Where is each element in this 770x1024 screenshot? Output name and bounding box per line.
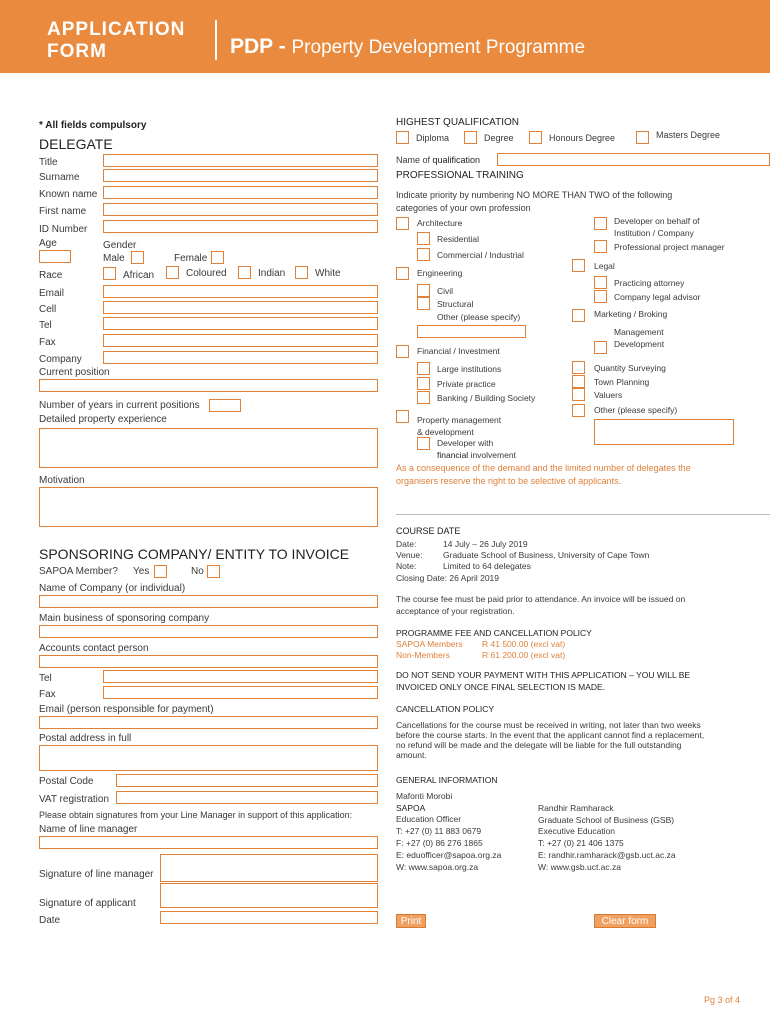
contact2-tel: T: +27 (0) 21 406 1375 — [538, 838, 624, 848]
commercial-label: Commercial / Industrial — [437, 250, 524, 260]
indian-checkbox[interactable] — [238, 266, 251, 279]
legal-label: Legal — [594, 261, 615, 271]
known-name-label: Known name — [39, 189, 98, 200]
first-name-label: First name — [39, 206, 87, 217]
honours-checkbox[interactable] — [529, 131, 542, 144]
commercial-checkbox[interactable] — [417, 248, 430, 261]
fee-note-line1: The course fee must be paid prior to attendance. An invoice will be issued on — [396, 594, 686, 604]
marketing-label: Marketing / Broking — [594, 309, 668, 319]
postal-address-field[interactable] — [39, 745, 378, 771]
financial-checkbox[interactable] — [396, 345, 409, 358]
eng-other-label: Other (please specify) — [437, 312, 521, 322]
african-label: African — [123, 270, 155, 281]
cancel-policy-heading: CANCELLATION POLICY — [396, 704, 495, 714]
email-label: Email — [39, 288, 65, 299]
masters-label: Masters Degree — [656, 130, 721, 140]
diploma-checkbox[interactable] — [396, 131, 409, 144]
email-field[interactable] — [103, 285, 378, 298]
contact1-email: E: eduofficer@sapoa.org.za — [396, 850, 502, 860]
clear-form-button[interactable]: Clear form — [594, 914, 656, 928]
valuers-label: Valuers — [594, 390, 623, 400]
civil-label: Civil — [437, 286, 454, 296]
valuers-checkbox[interactable] — [572, 388, 585, 401]
prof-training-heading: PROFESSIONAL TRAINING — [396, 170, 524, 181]
tel-field[interactable] — [103, 317, 378, 330]
print-button[interactable]: Print — [396, 914, 426, 928]
company-legal-label: Company legal advisor — [614, 292, 701, 302]
company-name-field[interactable] — [39, 595, 378, 608]
qualification-field[interactable] — [497, 153, 770, 166]
note-value: Limited to 64 delegates — [443, 561, 531, 571]
male-checkbox[interactable] — [131, 251, 144, 264]
sponsor-fax-label: Fax — [39, 689, 56, 700]
consequence-line1: As a consequence of the demand and the limited number of delegates the — [396, 463, 691, 473]
contact1-org: SAPOA — [396, 803, 426, 813]
motivation-field[interactable] — [39, 487, 378, 527]
header-banner — [0, 0, 770, 73]
years-field[interactable] — [209, 399, 241, 412]
residential-label: Residential — [437, 234, 480, 244]
masters-checkbox[interactable] — [636, 131, 649, 144]
white-checkbox[interactable] — [295, 266, 308, 279]
sapoa-no-checkbox[interactable] — [207, 565, 220, 578]
banking-checkbox[interactable] — [417, 391, 430, 404]
postal-code-label: Postal Code — [39, 776, 94, 787]
honours-label: Honours Degree — [549, 133, 616, 143]
female-checkbox[interactable] — [211, 251, 224, 264]
practicing-label: Practicing attorney — [614, 278, 685, 288]
cancel-line2: before the course starts. In the event that the applicant cannot find a replacement, — [396, 730, 705, 740]
years-label: Number of years in current positions — [39, 400, 200, 411]
motivation-label: Motivation — [39, 475, 85, 486]
priority-line2: categories of your own profession — [396, 203, 531, 213]
current-position-field[interactable] — [39, 379, 378, 392]
sponsor-tel-label: Tel — [39, 673, 52, 684]
contact1-role: Education Officer — [396, 814, 462, 824]
contact2-web: W: www.gsb.uct.ac.za — [538, 862, 621, 872]
dev-with-checkbox[interactable] — [417, 437, 430, 450]
engineering-checkbox[interactable] — [396, 267, 409, 280]
coloured-label: Coloured — [186, 268, 227, 279]
marketing-checkbox[interactable] — [572, 309, 585, 322]
vat-label: VAT registration — [39, 794, 110, 805]
sponsor-fax-field[interactable] — [103, 686, 378, 699]
sapoa-members-label: SAPOA Members — [396, 639, 463, 649]
legal-checkbox[interactable] — [572, 259, 585, 272]
main-business-label: Main business of sponsoring company — [39, 613, 210, 624]
architecture-checkbox[interactable] — [396, 217, 409, 230]
signatures-note: Please obtain signatures from your Line Manager in support of this application: — [39, 810, 353, 820]
email-payment-field[interactable] — [39, 716, 378, 729]
compulsory-note: * All fields compulsory — [39, 120, 147, 131]
venue-key: Venue: — [396, 550, 423, 560]
civil-checkbox[interactable] — [417, 284, 430, 297]
divider — [396, 514, 770, 515]
contact2-role: Executive Education — [538, 826, 616, 836]
structural-checkbox[interactable] — [417, 297, 430, 310]
white-label: White — [315, 268, 341, 279]
no-send-line2: INVOICED ONLY ONCE FINAL SELECTION IS MADE. — [396, 682, 606, 692]
yes-label: Yes — [133, 566, 150, 577]
surname-field[interactable] — [103, 169, 378, 182]
cancel-line3: no refund will be made and the delegate will be liable for the full outstanding — [396, 740, 682, 750]
large-inst-checkbox[interactable] — [417, 362, 430, 375]
prof-pm-label: Professional project manager — [614, 242, 725, 252]
no-send-line1: DO NOT SEND YOUR PAYMENT WITH THIS APPLICATION – YOU WILL BE — [396, 670, 691, 680]
contact1-tel: T: +27 (0) 11 883 0679 — [396, 826, 482, 836]
residential-checkbox[interactable] — [417, 232, 430, 245]
company-name-label: Name of Company (or individual) — [39, 583, 186, 594]
sponsor-tel-field[interactable] — [103, 670, 378, 683]
eng-other-field[interactable] — [417, 325, 526, 338]
sponsor-heading: SPONSORING COMPANY/ ENTITY TO INVOICE — [39, 546, 350, 562]
current-position-label: Current position — [39, 367, 110, 378]
engineering-label: Engineering — [417, 268, 463, 278]
line-manager-sig-label: Signature of line manager — [39, 869, 154, 880]
contact1-fax: F: +27 (0) 86 276 1865 — [396, 838, 483, 848]
banking-label: Banking / Building Society — [437, 393, 536, 403]
private-practice-checkbox[interactable] — [417, 377, 430, 390]
dev-with-label1: Developer with — [437, 438, 494, 448]
form-title: APPLICATION FORM — [47, 19, 186, 62]
degree-checkbox[interactable] — [464, 131, 477, 144]
known-name-field[interactable] — [103, 186, 378, 199]
gender-label: Gender — [103, 240, 137, 251]
other2-field[interactable] — [594, 419, 734, 445]
consequence-line2: organisers reserve the right to be selective of applicants. — [396, 476, 622, 486]
date-key: Date: — [396, 539, 417, 549]
prop-mgmt-label2: & development — [417, 427, 474, 437]
surname-label: Surname — [39, 172, 80, 183]
age-field[interactable] — [39, 250, 71, 263]
dev-with-label2: financial involvement — [437, 450, 516, 460]
coloured-checkbox[interactable] — [166, 266, 179, 279]
sapoa-fee: R 41 500.00 (excl vat) — [482, 639, 566, 649]
contact1-web: W: www.sapoa.org.za — [396, 862, 479, 872]
sapoa-member-label: SAPOA Member? — [39, 566, 118, 577]
cell-label: Cell — [39, 304, 57, 315]
fee-note-line2: acceptance of your registration. — [396, 606, 515, 616]
qualification-label: Name of qualification — [396, 155, 481, 165]
general-info-heading: GENERAL INFORMATION — [396, 775, 498, 785]
priority-line1: Indicate priority by numbering NO MORE THAN TWO of the following — [396, 190, 673, 200]
cancel-line4: amount. — [396, 750, 427, 760]
highest-qual-heading: HIGHEST QUALIFICATION — [396, 117, 519, 128]
venue-value: Graduate School of Business, University of Cape Town — [443, 550, 650, 560]
architecture-label: Architecture — [417, 218, 463, 228]
company-label: Company — [39, 354, 82, 365]
dev-behalf-label2: Institution / Company — [614, 228, 694, 238]
prof-pm-checkbox[interactable] — [594, 240, 607, 253]
prop-mgmt-label1: Property management — [417, 415, 502, 425]
page-number: Pg 3 of 4 — [704, 995, 741, 1005]
non-members-fee: R 61 200.00 (excl vat) — [482, 650, 566, 660]
email-payment-label: Email (person responsible for payment) — [39, 704, 214, 715]
male-label: Male — [103, 253, 125, 264]
contact2-email: E: randhir.ramharack@gsb.uct.ac.za — [538, 850, 676, 860]
header-divider — [215, 20, 217, 60]
fax-field[interactable] — [103, 334, 378, 347]
id-number-field[interactable] — [103, 220, 378, 233]
degree-label: Degree — [484, 133, 514, 143]
female-label: Female — [174, 253, 208, 264]
practicing-checkbox[interactable] — [594, 276, 607, 289]
id-number-label: ID Number — [39, 224, 88, 235]
postal-code-field[interactable] — [116, 774, 378, 787]
other2-checkbox[interactable] — [572, 404, 585, 417]
date-label: Date — [39, 915, 61, 926]
delegate-heading: DELEGATE — [39, 136, 113, 152]
vat-field[interactable] — [116, 791, 378, 804]
structural-label: Structural — [437, 299, 474, 309]
contact2-org: Graduate School of Business (GSB) — [538, 815, 675, 825]
mgmt-dev-label2: Development — [614, 339, 665, 349]
applicant-sig-label: Signature of applicant — [39, 898, 136, 909]
prop-mgmt-checkbox[interactable] — [396, 410, 409, 423]
qs-checkbox[interactable] — [572, 361, 585, 374]
experience-field[interactable] — [39, 428, 378, 468]
experience-label: Detailed property experience — [39, 414, 167, 425]
line-manager-name-field[interactable] — [39, 836, 378, 849]
date-field[interactable] — [160, 911, 378, 924]
accounts-contact-label: Accounts contact person — [39, 643, 149, 654]
applicant-sig-field[interactable] — [160, 883, 378, 908]
african-checkbox[interactable] — [103, 267, 116, 280]
fee-policy-heading: PROGRAMME FEE AND CANCELLATION POLICY — [396, 628, 592, 638]
first-name-field[interactable] — [103, 203, 378, 216]
diploma-label: Diploma — [416, 133, 450, 143]
other2-label: Other (please specify) — [594, 405, 678, 415]
title-field[interactable] — [103, 154, 378, 167]
line-manager-name-label: Name of line manager — [39, 824, 138, 835]
note-key: Note: — [396, 561, 417, 571]
cancel-line1: Cancellations for the course must be received in writing, not later than two weeks — [396, 720, 701, 730]
accounts-contact-field[interactable] — [39, 655, 378, 668]
indian-label: Indian — [258, 268, 286, 279]
non-members-label: Non-Members — [396, 650, 450, 660]
closing-date: Closing Date: 26 April 2019 — [396, 573, 500, 583]
contact2-name: Randhir Ramharack — [538, 803, 614, 813]
date-value: 14 July – 26 July 2019 — [443, 539, 528, 549]
dev-behalf-label1: Developer on behalf of — [614, 216, 700, 226]
company-legal-checkbox[interactable] — [594, 290, 607, 303]
course-date-heading: COURSE DATE — [396, 526, 461, 536]
qs-label: Quantity Surveying — [594, 363, 666, 373]
no-label: No — [191, 566, 204, 577]
private-practice-label: Private practice — [437, 379, 496, 389]
dev-behalf-checkbox[interactable] — [594, 217, 607, 230]
age-label: Age — [39, 238, 57, 249]
financial-label: Financial / Investment — [417, 346, 500, 356]
title-label: Title — [39, 157, 58, 168]
company-field[interactable] — [103, 351, 378, 364]
cell-field[interactable] — [103, 301, 378, 314]
fax-label: Fax — [39, 337, 56, 348]
town-planning-label: Town Planning — [594, 377, 650, 387]
postal-address-label: Postal address in full — [39, 733, 132, 744]
race-label: Race — [39, 270, 63, 281]
contact1-name: Mafonti Morobi — [396, 791, 453, 801]
mgmt-dev-checkbox[interactable] — [594, 341, 607, 354]
main-business-field[interactable] — [39, 625, 378, 638]
mgmt-dev-label1: Management — [614, 327, 664, 337]
programme-title: PDP - Property Development Programme — [230, 35, 586, 58]
large-inst-label: Large institutions — [437, 364, 502, 374]
tel-label: Tel — [39, 320, 52, 331]
town-planning-checkbox[interactable] — [572, 375, 585, 388]
line-manager-sig-field[interactable] — [160, 854, 378, 882]
sapoa-yes-checkbox[interactable] — [154, 565, 167, 578]
